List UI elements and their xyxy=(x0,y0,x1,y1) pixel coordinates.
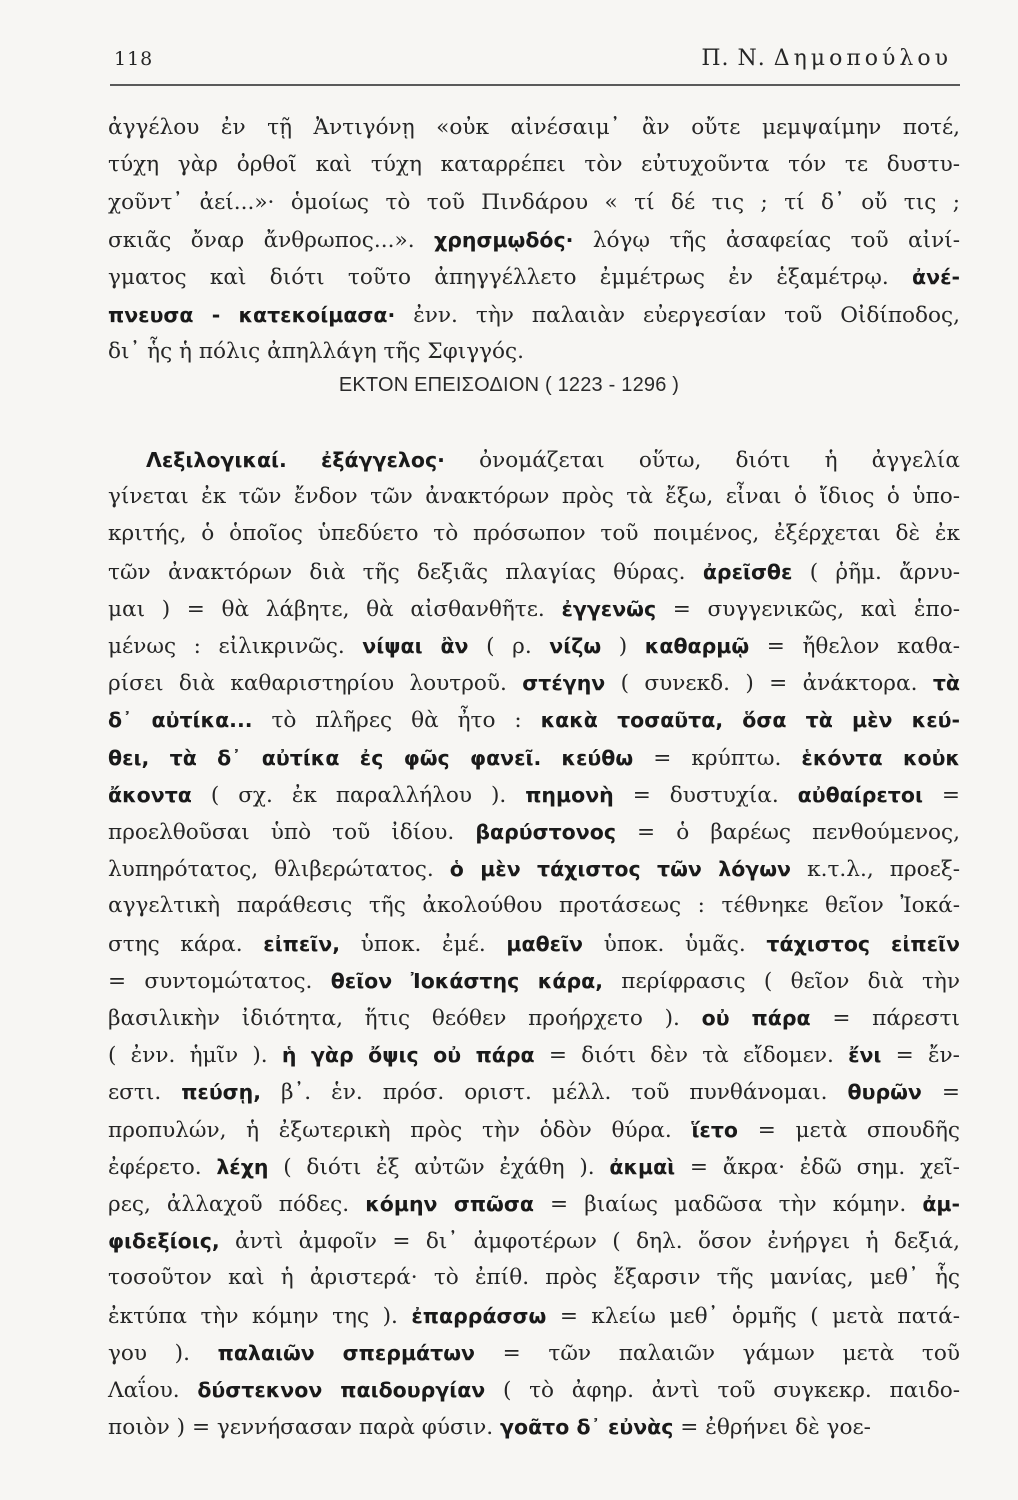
text-line xyxy=(108,1258,960,1298)
lemma-term: θυρῶν xyxy=(847,1080,922,1105)
lemma-term: στέγην xyxy=(522,671,606,696)
text-run: = κρύπτω. xyxy=(633,745,802,771)
lemma-term: πεύσῃ, xyxy=(181,1080,262,1105)
lemma-term: χρησμῳδός· xyxy=(433,227,574,252)
text-line xyxy=(108,589,960,629)
lemma-term: οὐ πάρα xyxy=(701,1006,811,1030)
text-run: ( ρ. xyxy=(468,634,550,659)
text-run: τοσοῦτον καὶ ἡ ἀριστερά· τὸ ἐπίθ. πρὸς ἔξαρσιν τῆς μανίας, μεθ᾽ ἧς xyxy=(108,1265,960,1291)
lemma-term: ἔνι xyxy=(848,1043,882,1068)
lemma-term: ἡ γὰρ ὄψις οὐ πάρα xyxy=(281,1043,535,1068)
lemma-term: θεῖον Ἰοκάστης κάρα, xyxy=(330,968,604,993)
text-run: = δυστυχία. xyxy=(613,782,798,808)
author-surname: Δημοπούλου xyxy=(773,46,952,71)
lemma-term: ἵετο xyxy=(691,1117,739,1142)
text-line xyxy=(108,477,960,517)
text-run: αγγελτικὴ παράθεσις τῆς ἀκολούθου προτάσεως : τέθνηκε θεῖον Ἰοκά- xyxy=(108,893,960,919)
text-run: = ἤθελον καθα- xyxy=(749,634,960,659)
text-run: ἐνν. τὴν παλαιὰν εὐεργεσίαν τοῦ Οἰδίποδος, xyxy=(395,302,960,328)
text-run: = ὁ βαρέως πενθούμενος, xyxy=(615,820,961,845)
text-line xyxy=(108,220,960,260)
text-run: ( σχ. ἐκ παραλλήλου ). xyxy=(191,782,526,808)
lemma-term: φιδεξίοις, xyxy=(108,1229,220,1254)
text-run: = διότι δὲν τὰ εἴδομεν. xyxy=(534,1043,849,1069)
text-line xyxy=(108,332,960,372)
text-run: = ἄκρα· ἐδῶ σημ. χεῖ- xyxy=(675,1154,960,1180)
text-line xyxy=(108,183,960,223)
text-run xyxy=(287,448,321,473)
text-line xyxy=(108,1184,960,1224)
page-number: 118 xyxy=(114,48,154,70)
text-run: ρες, ἀλλαχοῦ πόδες. xyxy=(108,1192,366,1217)
lemma-term: δ᾽ αὐτίκα... xyxy=(108,708,253,733)
text-run: γματος καὶ διότι τοῦτο ἀπηγγέλλετο ἐμμέτρως ἐν ἑξαμέτρῳ. xyxy=(108,265,913,291)
text-line xyxy=(108,775,960,815)
text-line xyxy=(108,108,960,148)
text-run: = συντομώτατος. xyxy=(108,968,331,994)
lemma-term: ἐξάγγελος· xyxy=(320,448,445,472)
text-line xyxy=(108,1333,960,1373)
text-line xyxy=(108,1296,960,1336)
lemma-term: αὐθαίρετοι xyxy=(797,782,923,807)
text-run: γίνεται ἐκ τῶν ἔνδον τῶν ἀνακτόρων πρὸς τὰ ἔξω, εἶναι ὁ ἴδιος ὁ ὑπο- xyxy=(108,484,960,510)
text-run: = μετὰ σπουδῆς xyxy=(738,1117,961,1143)
text-run: ἀγγέλου ἐν τῇ Ἀντιγόνῃ «οὐκ αἰνέσαιμ᾽ ἂν οὔτε μεμψαίμην ποτέ, xyxy=(108,115,960,140)
lemma-term: κόμην σπῶσα xyxy=(365,1192,534,1216)
text-line xyxy=(108,1147,960,1187)
lemma-term: ἀμ- xyxy=(922,1192,960,1216)
text-run: μένως : εἰλικρινῶς. xyxy=(108,634,363,659)
text-line xyxy=(108,1072,960,1112)
text-run: ἐφέρετο. xyxy=(108,1154,217,1180)
section-title: ΕΚΤΟΝ ΕΠΕΙΣΟΔΙΟΝ ( 1223 - 1296 ) xyxy=(338,374,680,396)
text-line xyxy=(108,924,960,964)
text-run: = τῶν παλαιῶν γάμων μετὰ τοῦ xyxy=(474,1340,960,1366)
text-run: ρίσει διὰ καθαριστηρίου λουτροῦ. xyxy=(108,671,523,697)
text-run: τὸ πλῆρες θὰ ἦτο : xyxy=(252,708,541,734)
text-line xyxy=(108,257,960,297)
text-run: ἐκτύπα τὴν κόμην της ). xyxy=(108,1303,412,1329)
text-run: ὑποκ. ἐμέ. xyxy=(340,931,507,957)
text-run: χοῦντ᾽ ἀεί...»· ὁμοίως τὸ τοῦ Πινδάρου « τί δέ τις ; τί δ᾽ οὔ τις ; xyxy=(108,189,960,215)
lemma-term: Λεξιλογικαί. xyxy=(146,448,287,472)
text-run: λυπηρότατος, θλιβερώτατος. xyxy=(108,857,450,883)
text-run: Λαΐου. xyxy=(108,1378,198,1403)
text-run: ( ῥῆμ. ἄρνυ- xyxy=(792,559,961,585)
text-run: ὑποκ. ὑμᾶς. xyxy=(583,931,767,957)
page-header xyxy=(110,44,960,88)
text-run: βασιλικὴν ἰδιότητα, ἥτις θεόθεν προήρχετο ). xyxy=(108,1006,702,1031)
text-line xyxy=(146,440,960,480)
text-line xyxy=(108,812,960,852)
text-run: στης κάρα. xyxy=(108,931,264,957)
text-run: ἀντὶ ἀμφοῖν = δι᾽ ἀμφοτέρων ( δηλ. ὅσον ἐνήργει ἡ δεξιά, xyxy=(219,1229,960,1255)
lemma-term: γοᾶτο δ᾽ εὐνὰς xyxy=(500,1415,674,1440)
text-run: = xyxy=(921,1080,960,1106)
text-run: = κλείω μεθ᾽ ὁρμῆς ( μετὰ πατά- xyxy=(546,1303,960,1329)
lemma-term: παλαιῶν σπερμάτων xyxy=(217,1340,475,1365)
lemma-term: ἀκμαὶ xyxy=(609,1154,676,1179)
text-line xyxy=(108,1110,960,1150)
lemma-term: πνευσα - κατεκοίμασα· xyxy=(108,302,396,327)
lemma-term: βαρύστονος xyxy=(475,820,616,844)
text-run: = ἔν- xyxy=(881,1043,960,1069)
text-line xyxy=(108,700,960,740)
lemma-term: νίζω xyxy=(549,634,602,658)
text-run: β᾽. ἑν. πρόσ. οριστ. μέλλ. τοῦ πυνθάνομαι. xyxy=(261,1080,848,1106)
lemma-term: ἀνέ- xyxy=(912,265,960,290)
lemma-term: ὁ μὲν τάχιστος τῶν λόγων xyxy=(449,857,792,882)
text-run: προελθοῦσαι ὑπὸ τοῦ ἰδίου. xyxy=(108,820,476,845)
lemma-term: μαθεῖν xyxy=(506,931,584,956)
header-rule xyxy=(110,84,960,86)
text-run: = ἐθρήνει δὲ γοε- xyxy=(673,1415,871,1441)
text-run: λόγῳ τῆς ἀσαφείας τοῦ αἰνί- xyxy=(573,227,960,253)
lemma-term: ἄκοντα xyxy=(108,782,192,807)
text-run: = συγγενικῶς, καὶ ἑπο- xyxy=(656,596,960,622)
text-line xyxy=(108,998,960,1038)
text-run: ( συνεκδ. ) = ἀνάκτορα. xyxy=(605,671,933,697)
text-line xyxy=(108,626,960,666)
text-run: δι᾽ ἧς ἡ πόλις ἀπηλλάγη τῆς Σφιγγός. xyxy=(108,338,524,364)
text-line xyxy=(108,849,960,889)
text-line xyxy=(108,552,960,592)
text-run: ( διότι ἐξ αὐτῶν ἐχάθη ). xyxy=(268,1154,610,1180)
author-initials: Π. Ν. xyxy=(701,46,766,71)
text-line xyxy=(108,738,960,778)
text-line xyxy=(108,961,960,1001)
text-run: κ.τ.λ., προεξ- xyxy=(791,857,961,883)
text-line xyxy=(108,295,960,335)
text-run: εστι. xyxy=(108,1080,182,1106)
lemma-term: κεύθω xyxy=(561,745,634,770)
lemma-term: τὰ xyxy=(932,671,960,696)
text-line xyxy=(108,1035,960,1075)
text-line xyxy=(108,663,960,703)
lemma-term: τάχιστος εἰπεῖν xyxy=(766,931,960,956)
text-line xyxy=(108,1221,960,1261)
text-run: ) xyxy=(601,634,645,659)
lemma-term: ἑκόντα κοὐκ xyxy=(801,745,960,770)
text-run: γου ). xyxy=(108,1340,218,1366)
text-line xyxy=(108,514,960,554)
text-run: ποιὸν ) = γεννήσασαν παρὰ φύσιν. xyxy=(108,1415,501,1441)
text-run: = βιαίως μαδῶσα τὴν κόμην. xyxy=(533,1192,923,1217)
text-run: τῶν ἀνακτόρων διὰ τῆς δεξιᾶς πλαγίας θύρας. xyxy=(108,559,703,585)
text-run: = πάρεστι xyxy=(810,1006,960,1031)
running-head xyxy=(701,46,952,71)
lemma-term: καθαρμῷ xyxy=(644,634,750,658)
text-run: ( ἐνν. ἡμῖν ). xyxy=(108,1043,282,1069)
text-line xyxy=(108,1370,960,1410)
text-run: κριτής, ὁ ὁποῖος ὑπεδύετο τὸ πρόσωπον τοῦ ποιμένος, ἐξέρχεται δὲ ἐκ xyxy=(108,521,960,547)
text-line xyxy=(108,886,960,926)
text-run: περίφρασις ( θεῖον διὰ τὴν xyxy=(603,968,961,994)
lemma-term: κακὰ τοσαῦτα, ὅσα τὰ μὲν κεύ- xyxy=(540,708,960,733)
text-run: σκιᾶς ὄναρ ἄνθρωπος...». xyxy=(108,227,434,253)
lemma-term: ἀρεῖσθε xyxy=(702,559,793,584)
lemma-term: πημονὴ xyxy=(525,782,614,807)
text-line xyxy=(108,1407,960,1447)
text-run: = xyxy=(922,782,961,808)
text-run xyxy=(541,746,561,771)
lemma-term: λέχη xyxy=(216,1154,269,1179)
text-run: τύχη γὰρ ὀρθοῖ καὶ τύχη καταρρέπει τὸν εὐτυχοῦντα τόν τε δυστυ- xyxy=(108,152,960,178)
lemma-term: εἰπεῖν, xyxy=(263,931,341,956)
lemma-term: θει, τὰ δ᾽ αὐτίκα ἐς φῶς φανεῖ. xyxy=(108,745,542,770)
text-run: μαι ) = θὰ λάβητε, θὰ αἰσθανθῆτε. xyxy=(108,596,562,622)
lemma-term: ἐγγενῶς xyxy=(561,596,657,621)
lemma-term: ἐπαρράσσω xyxy=(411,1303,547,1328)
text-run: προπυλών, ἡ ἐξωτερικὴ πρὸς τὴν ὁδὸν θύρα. xyxy=(108,1117,692,1143)
text-run: ( τὸ ἀφηρ. ἀντὶ τοῦ συγκεκρ. παιδο- xyxy=(485,1378,960,1403)
text-line xyxy=(108,145,960,185)
text-run: ὀνομάζεται οὕτω, διότι ἡ ἀγγελία xyxy=(444,448,960,473)
lemma-term: νίψαι ἂν xyxy=(362,634,469,658)
lemma-term: δύστεκνον παιδουργίαν xyxy=(197,1378,486,1402)
